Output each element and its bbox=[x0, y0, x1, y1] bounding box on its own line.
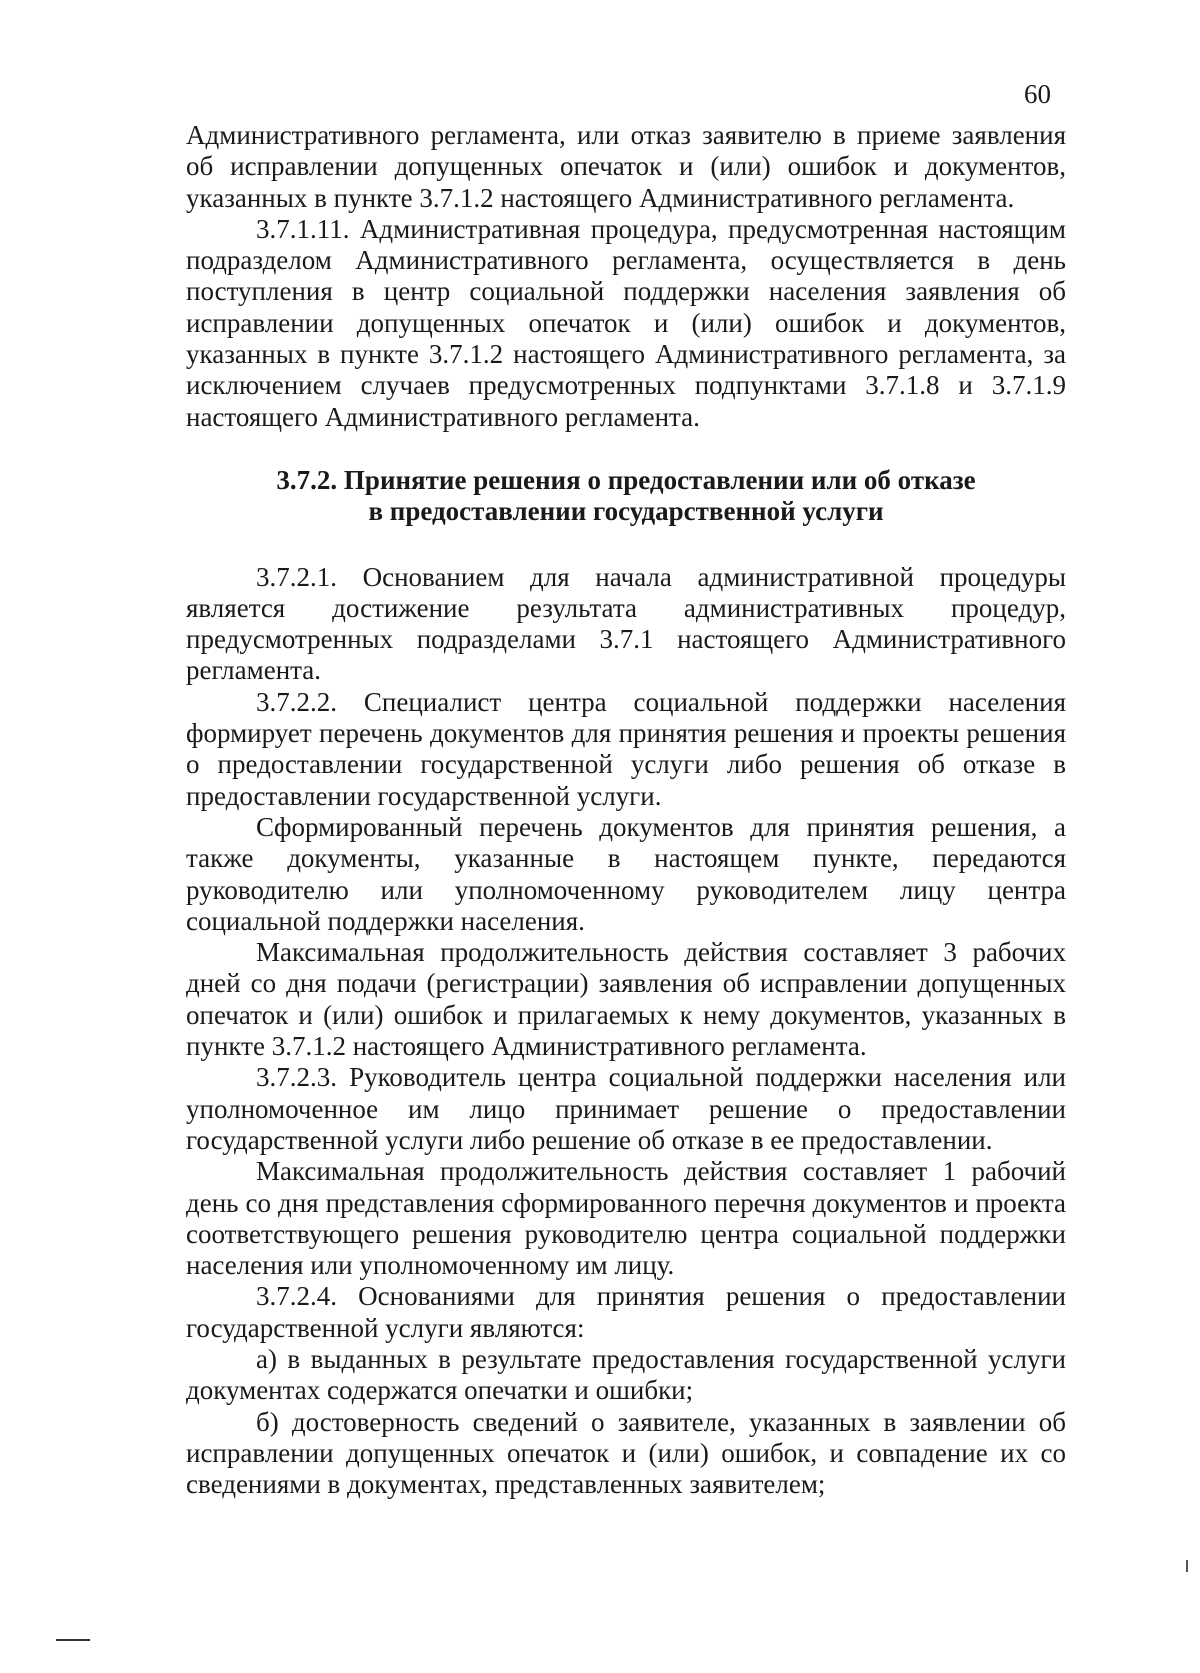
paragraph-max-duration-1: Максимальная продолжительность действия составляет 3 рабочих дней со дня подачи (регистрации) заявления об исправлении допущенных опечаток и (или) ошибок и прилагаемых к нему документов, указанных в пункте 3.7.1.2 настоящего Административного регламента. bbox=[186, 937, 1066, 1062]
scan-edge-mark bbox=[1186, 1560, 1188, 1572]
document-body bbox=[186, 120, 1066, 1500]
section-heading bbox=[186, 465, 1066, 528]
paragraph-3-7-2-2: 3.7.2.2. Специалист центра социальной поддержки населения формирует перечень документов для принятия решения и проекты решения о предоставлении государственной услуги либо решения об отказе в предоставлении государственной услуги. bbox=[186, 686, 1066, 811]
paragraph-formed-list: Сформированный перечень документов для принятия решения, а также документы, указанные в настоящем пункте, передаются руководителю или уполномоченному руководителем лицу центра социальной поддержки населения. bbox=[186, 811, 1066, 936]
paragraph-3-7-2-4: 3.7.2.4. Основаниями для принятия решения о предоставлении государственной услуги являются: bbox=[186, 1281, 1066, 1343]
paragraph-max-duration-2: Максимальная продолжительность действия составляет 1 рабочий день со дня представления сформированного перечня документов и проекта соответствующего решения руководителю центра социальной поддержки населения или уполномоченному им лицу. bbox=[186, 1156, 1066, 1281]
scan-bottom-dash bbox=[56, 1639, 90, 1641]
paragraph: Административного регламента, или отказ заявителю в приеме заявления об исправлении допущенных опечаток и (или) ошибок и документов, указанных в пункте 3.7.1.2 настоящего Административного регламента. bbox=[186, 120, 1066, 213]
paragraph-3-7-2-3: 3.7.2.3. Руководитель центра социальной поддержки населения или уполномоченное им лицо принимает решение о предоставлении государственной услуги либо решение об отказе в ее предоставлении. bbox=[186, 1062, 1066, 1155]
paragraph-3-7-1-11: 3.7.1.11. Административная процедура, предусмотренная настоящим подразделом Административного регламента, осуществляется в день поступления в центр социальной поддержки населения заявления об исправлении допущенных опечаток и (или) ошибок и документов, указанных в пункте 3.7.1.2 настоящего Административного регламента, за исключением случаев предусмотренных подпунктами 3.7.1.8 и 3.7.1.9 настоящего Административного регламента. bbox=[186, 213, 1066, 432]
section-heading-line-2: в предоставлении государственной услуги bbox=[368, 496, 884, 527]
paragraph-3-7-2-1: 3.7.2.1. Основанием для начала административной процедуры является достижение результата административных процедур, предусмотренных подразделами 3.7.1 настоящего Административного регламента. bbox=[186, 561, 1066, 686]
list-item-b: б) достоверность сведений о заявителе, указанных в заявлении об исправлении допущенных опечаток и (или) ошибок, и совпадение их со сведениями в документах, представленных заявителем; bbox=[186, 1406, 1066, 1500]
list-item-a: а) в выданных в результате предоставления государственной услуги документах содержатся опечатки и ошибки; bbox=[186, 1343, 1066, 1406]
section-heading-line-1: 3.7.2. Принятие решения о предоставлении или об отказе bbox=[276, 464, 976, 495]
page-number: 60 bbox=[1024, 79, 1051, 109]
